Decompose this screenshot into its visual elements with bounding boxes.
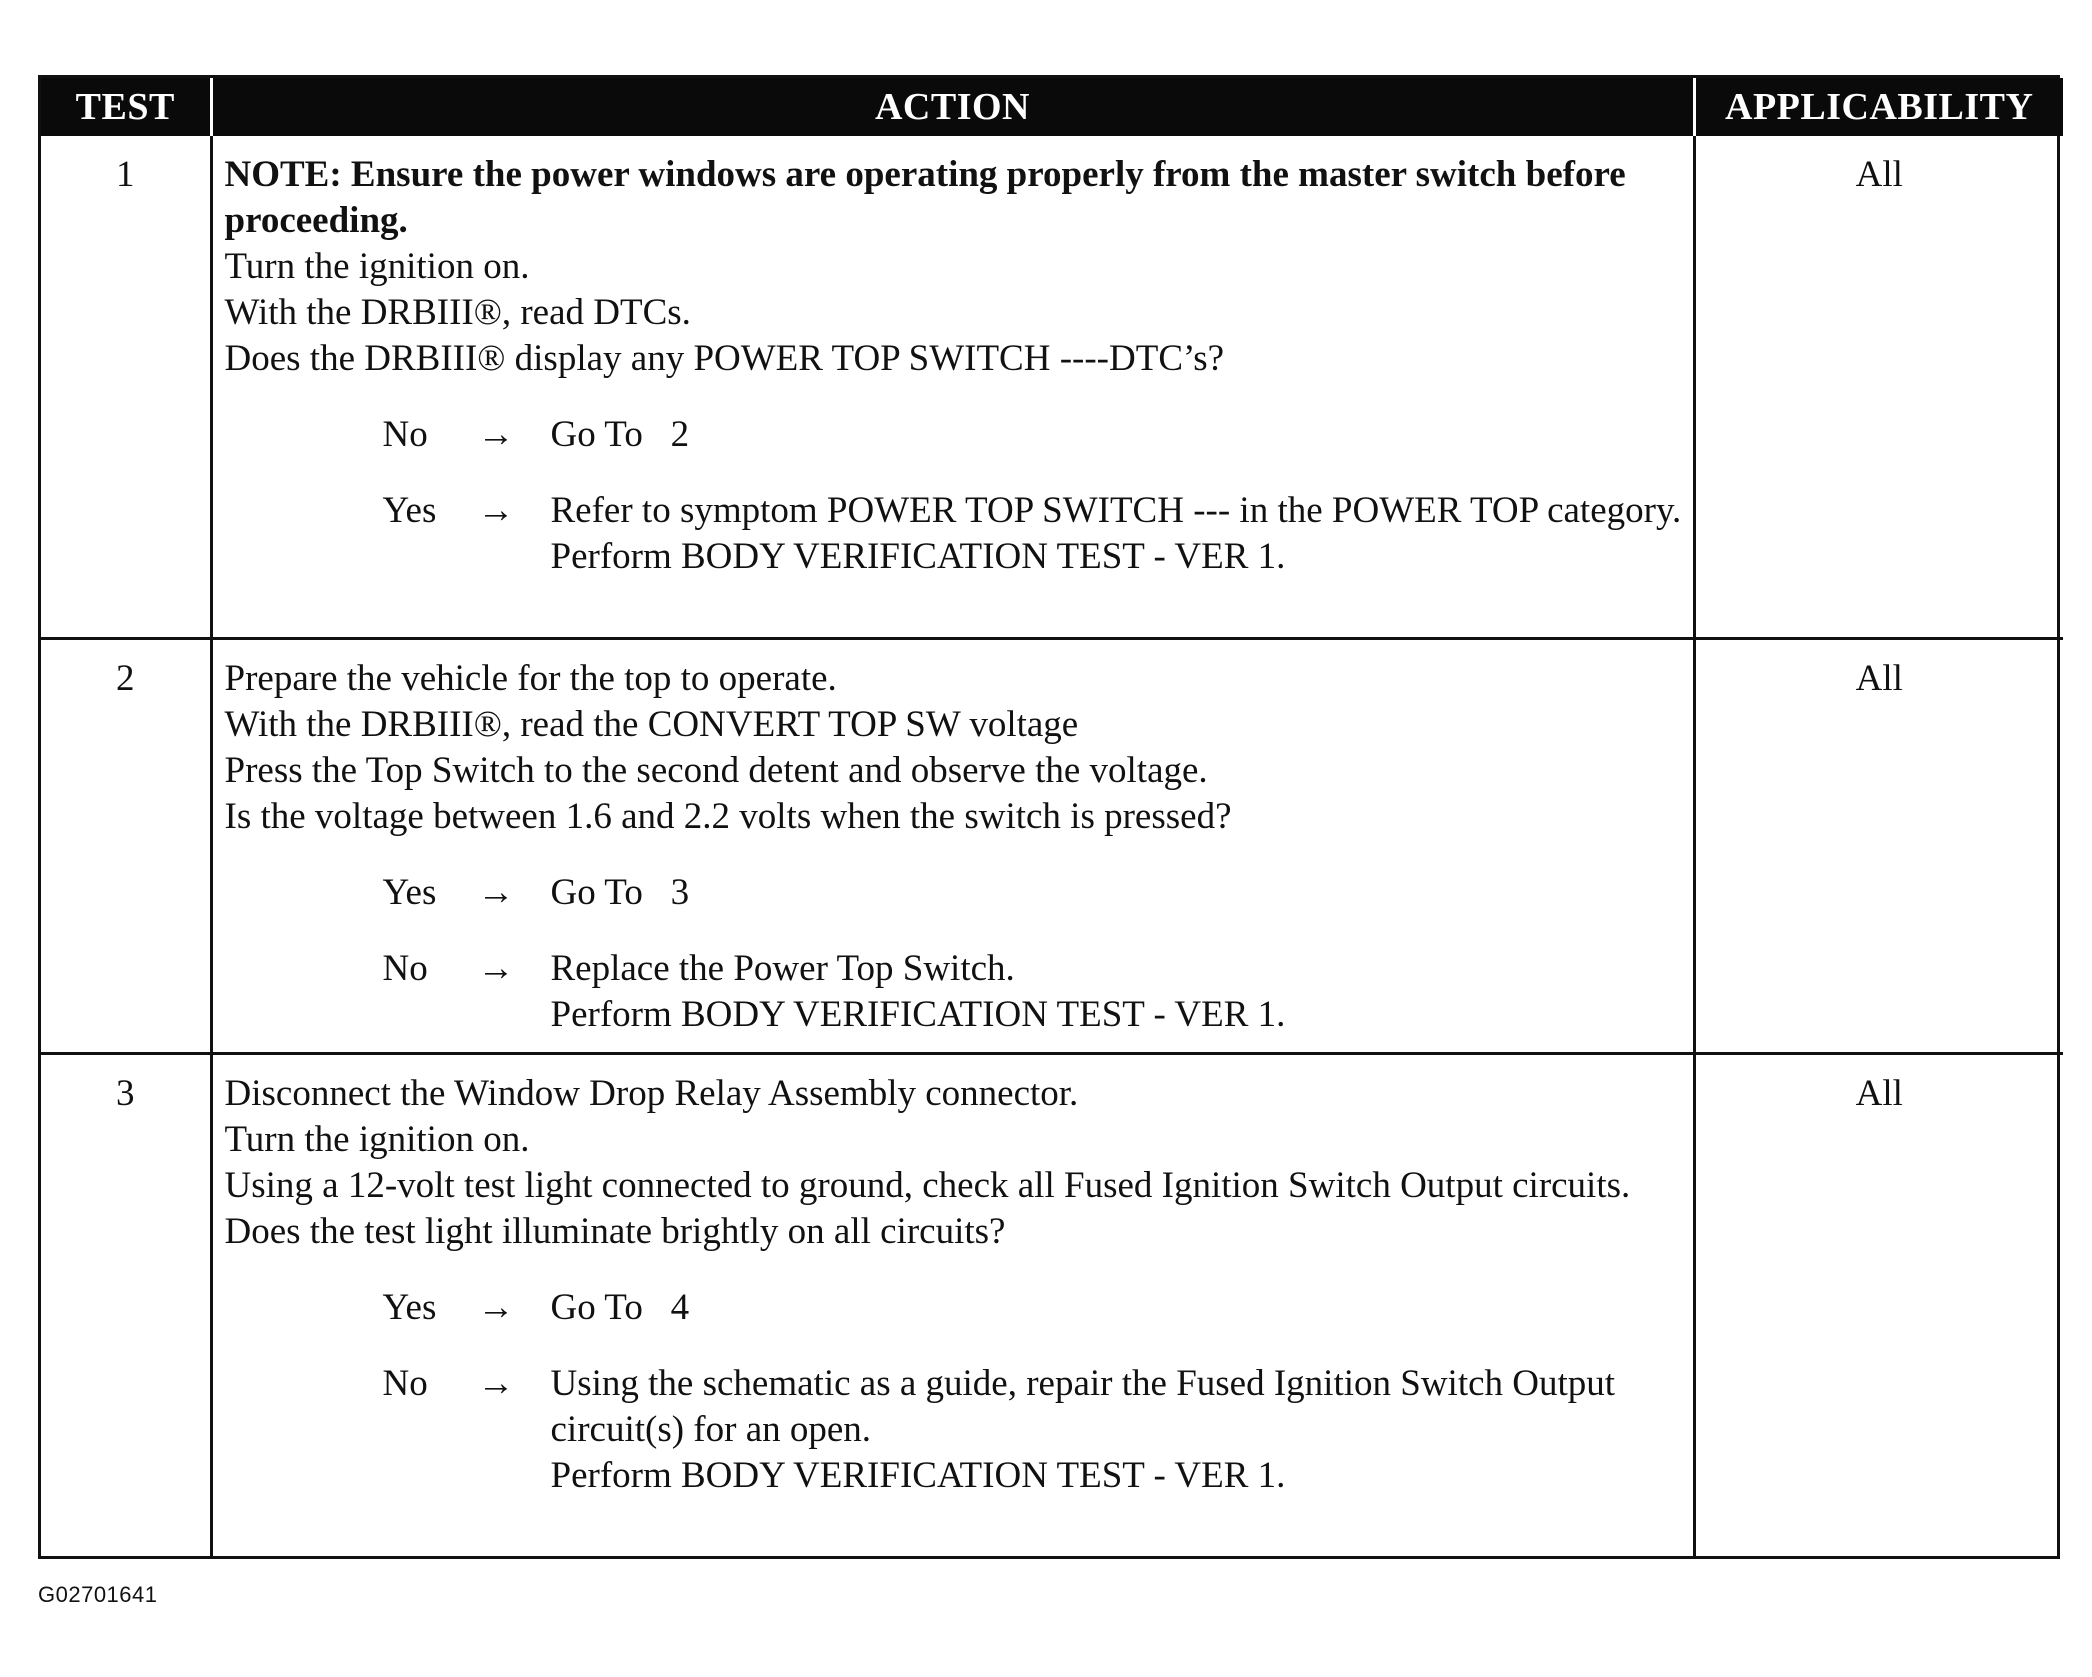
test-number: 3 <box>41 1053 211 1556</box>
applicability-cell: All <box>1694 638 2063 1053</box>
outcome-answer: No <box>382 947 428 989</box>
applicability-cell: All <box>1694 136 2063 638</box>
diagnostic-test-table <box>41 78 2063 1556</box>
outcome-result <box>551 1285 1683 1331</box>
action-line: Is the voltage between 1.6 and 2.2 volts when the switch is pressed? <box>224 795 1232 837</box>
action-cell <box>211 638 1694 1053</box>
header-applicability: APPLICABILITY <box>1694 78 2063 136</box>
header-test: TEST <box>41 78 211 136</box>
outcome-result <box>551 870 1683 916</box>
note-text: NOTE: Ensure the power windows are operating properly from the master switch before proceeding. <box>224 154 1626 241</box>
outcome <box>383 488 1683 580</box>
right-arrow-icon: → <box>477 1362 515 1404</box>
outcome-result <box>551 488 1683 580</box>
outcome <box>383 946 1683 1038</box>
action-line: Disconnect the Window Drop Relay Assembly connector. <box>224 1072 1079 1114</box>
action-line: Does the DRBIII® display any POWER TOP SWITCH ----DTC’s? <box>224 338 1225 379</box>
figure-id-caption: G02701641 <box>38 1582 158 1607</box>
action-line: Turn the ignition on. <box>224 246 530 287</box>
header-action: ACTION <box>211 78 1694 136</box>
action-line: With the DRBIII®, read DTCs. <box>224 292 691 333</box>
action-line: With the DRBIII®, read the CONVERT TOP SW voltage <box>224 703 1079 745</box>
outcome-result-line: Perform BODY VERIFICATION TEST - VER 1. <box>550 1454 1286 1496</box>
outcome-result <box>551 1361 1683 1499</box>
right-arrow-icon: → <box>477 947 515 989</box>
action-line: Using a 12-volt test light connected to ground, check all Fused Ignition Switch Output circuits. <box>224 1164 1631 1206</box>
right-arrow-icon: → <box>477 1286 515 1328</box>
outcome-answer: No <box>382 414 428 455</box>
right-arrow-icon: → <box>477 490 515 531</box>
outcome-result-line: Go To 4 <box>550 1286 690 1328</box>
table-header-row <box>41 78 2063 136</box>
action-line: Turn the ignition on. <box>224 1118 530 1160</box>
outcome-answer: No <box>382 1362 428 1404</box>
outcome-result-line: Perform BODY VERIFICATION TEST - VER 1. <box>550 993 1286 1035</box>
action-cell <box>211 1053 1694 1556</box>
action-line: Prepare the vehicle for the top to operate. <box>224 657 837 699</box>
right-arrow-icon: → <box>477 414 515 455</box>
right-arrow-icon: → <box>477 871 515 913</box>
outcome-result-line: Replace the Power Top Switch. <box>550 947 1015 989</box>
action-line: Press the Top Switch to the second detent and observe the voltage. <box>224 749 1208 791</box>
outcome <box>383 870 1683 916</box>
outcome <box>383 412 1683 458</box>
outcome-result-line: Using the schematic as a guide, repair the Fused Ignition Switch Output circuit(s) for an open. <box>550 1362 1616 1450</box>
outcome-answer: Yes <box>382 871 437 913</box>
test-number: 1 <box>116 154 135 195</box>
outcome-result <box>551 412 1683 458</box>
table-row <box>41 136 2063 638</box>
outcome-result-line: Go To 2 <box>550 414 690 455</box>
outcome-result-line: Perform BODY VERIFICATION TEST - VER 1. <box>550 536 1286 577</box>
table-row <box>41 1053 2063 1556</box>
table-row <box>41 638 2063 1053</box>
outcome-result-line: Refer to symptom POWER TOP SWITCH --- in the POWER TOP category. <box>550 490 1682 531</box>
test-number: 2 <box>41 638 211 1053</box>
action-line: Does the test light illuminate brightly on all circuits? <box>224 1210 1006 1252</box>
outcome-answer: Yes <box>382 490 437 531</box>
diagnostic-table-frame <box>38 75 2060 1559</box>
applicability-cell: All <box>1694 1053 2063 1556</box>
outcome <box>383 1285 1683 1331</box>
action-cell <box>211 136 1694 638</box>
outcome-result <box>551 946 1683 1038</box>
outcome-result-line: Go To 3 <box>550 871 690 913</box>
outcome <box>383 1361 1683 1499</box>
outcome-answer: Yes <box>382 1286 437 1328</box>
